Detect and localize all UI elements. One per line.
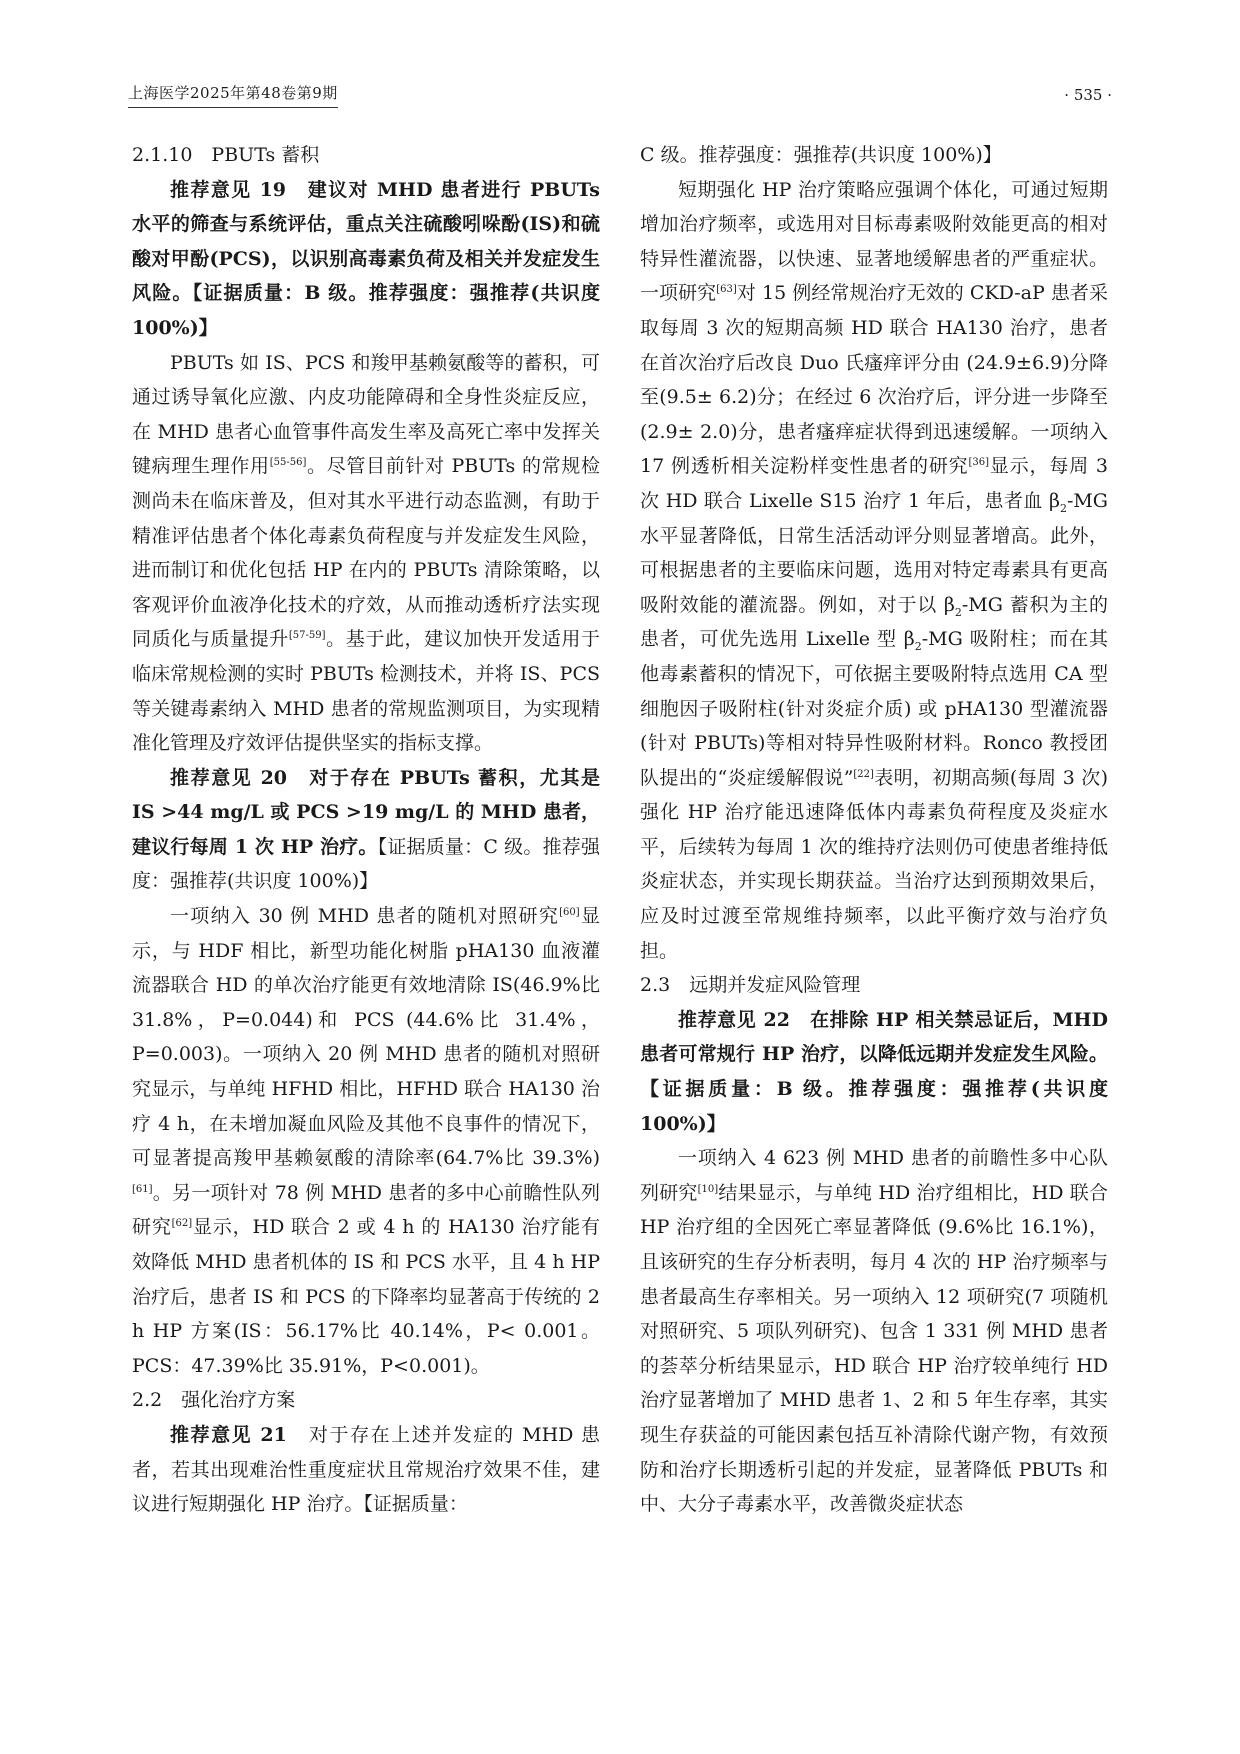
running-header <box>128 82 1112 110</box>
text-run: 显示，与 HDF 相比，新型功能化树脂 pHA130 血液灌流器联合 HD 的单次治疗能更有效地清除 IS(46.9%比 31.8%，P=0.044)和 PCS (44.6%比 31.4%，P=0.003)。一项纳入 20 例 MHD 患者的随机对照研究显示，与单纯 HFHD 相比，HFHD 联合 HA130 治疗 4 h，在未增加凝血风险及其他不良事件的情况下，可显著提高羧甲基赖氨酸的清除率(64.7%比 39.3%) <box>132 905 600 1170</box>
section-heading-2-3: 2.3 远期并发症风险管理 <box>640 974 861 997</box>
section-heading-2-2: 2.2 强化治疗方案 <box>132 1389 296 1412</box>
citation: [60] <box>559 907 580 919</box>
citation: [36] <box>968 457 990 469</box>
journal-title: 上海医学2025年第48卷第9期 <box>128 82 338 108</box>
citation: [63] <box>716 284 737 296</box>
citation: [22] <box>853 768 874 780</box>
recommendation-label: 推荐意见 22 <box>678 1008 790 1031</box>
text-run: 一项纳入 4 623 例 MHD 患者的前瞻性多中心队列研究 <box>640 1147 1108 1204</box>
text-run: 表明，初期高频(每周 3 次)强化 HP 治疗能迅速降低体内毒素负荷程度及炎症水平，后续转为每周 1 次的维持疗法则仍可使患者维持低炎症状态，并实现长期获益。当治疗达到预期效果后，应及时过渡至常规维持频率，以此平衡疗效与治疗负担。 <box>640 766 1108 962</box>
recommendation-text: 建议对 MHD 患者进行 PBUTs 水平的筛查与系统评估，重点关注硫酸吲哚酚(IS)和硫酸对甲酚(PCS)，以识别高毒素负荷及相关并发症发生风险。【证据质量：B 级。推荐强度：强推荐(共识度 100%)】 <box>132 178 601 339</box>
recommendation-19 <box>132 173 600 346</box>
recommendation-label: 推荐意见 19 <box>170 178 287 201</box>
subscript: 2 <box>1059 501 1067 515</box>
recommendation-21-continued: C 级。推荐强度：强推荐(共识度 100%)】 <box>640 144 1002 166</box>
body-paragraph <box>640 173 1108 969</box>
text-run: 。基于此，建议加快开发适用于临床常规检测的实时 PBUTs 检测技术，并将 IS、PCS 等关键毒素纳入 MHD 患者的常规监测项目，为实现精准化管理及疗效评估提供坚实的指标支撑。 <box>132 628 600 755</box>
text-run: -MG 水平显著降低，日常生活活动评分则显著增高。此外，可根据患者的主要临床问题，选用对特定毒素具有更高吸附效能的灌流器。例如，对于以 β <box>640 489 1108 616</box>
recommendation-text: 对于存在上述并发症的 MHD 患者，若其出现难治性重度症状且常规治疗效果不佳，建议进行短期强化 HP 治疗。【证据质量： <box>132 1423 600 1516</box>
body-paragraph <box>640 1141 1108 1522</box>
recommendation-text: 在排除 HP 相关禁忌证后，MHD 患者可常规行 HP 治疗，以降低远期并发症发生风险。【证据质量：B 级。推荐强度：强推荐(共识度 100%)】 <box>640 1008 1108 1135</box>
recommendation-20 <box>132 761 600 899</box>
recommendation-22 <box>640 1003 1108 1141</box>
left-column <box>132 138 600 1522</box>
citation: [10] <box>697 1183 719 1195</box>
recommendation-text: 对于存在 PBUTs 蓄积，尤其是 IS >44 mg/L 或 PCS >19 mg/L 的 MHD 患者，建议行每周 1 次 HP 治疗。 <box>132 766 600 858</box>
text-run: 。另一项针对 78 例 MHD 患者的多中心前瞻性队列研究 <box>132 1181 600 1239</box>
text-run: 一项纳入 30 例 MHD 患者的随机对照研究 <box>170 905 560 928</box>
subscript: 2 <box>954 605 962 619</box>
text-run: 结果显示，与单纯 HD 治疗组相比，HD 联合 HP 治疗组的全因死亡率显著降低 (9.6%比 16.1%)，且该研究的生存分析表明，每月 4 次的 HP 治疗频率与患者最高生存率相关。另一项纳入 12 项研究(7 项随机对照研究、5 项队列研究)、包含 1 331 例 MHD 患者的荟萃分析结果显示，HD 联合 HP 治疗较单纯行 HD 治疗显著增加了 MHD 患者 1、2 和 5 年生存率，其实现生存获益的可能因素包括互补清除代谢产物，有效预防和治疗长期透析引起的并发症，显著降低 PBUTs 和中、大分子毒素水平，改善微炎症状态 <box>640 1181 1108 1516</box>
page-number: · 535 · <box>1064 86 1112 104</box>
recommendation-label: 推荐意见 20 <box>170 766 288 789</box>
citation: [55-56] <box>269 457 307 469</box>
body-paragraph <box>132 899 600 1383</box>
section-heading-2-1-10: 2.1.10 PBUTs 蓄积 <box>132 144 320 166</box>
citation: [57-59] <box>288 630 326 642</box>
text-run: PBUTs 如 IS、PCS 和羧甲基赖氨酸等的蓄积，可通过诱导氧化应激、内皮功能障碍和全身性炎症反应，在 MHD 患者心血管事件高发生率及高死亡率中发挥关键病理生理作用 <box>132 351 600 478</box>
recommendation-label: 推荐意见 21 <box>170 1423 287 1446</box>
text-run: 短期强化 HP 治疗策略应强调个体化，可通过短期增加治疗频率，或选用对目标毒素吸附效能更高的相对特异性灌流器，以快速、显著地缓解患者的严重症状。一项研究 <box>640 178 1108 305</box>
right-column <box>640 138 1108 1522</box>
text-run: -MG 吸附柱；而在其他毒素蓄积的情况下，可依据主要吸附特点选用 CA 型细胞因子吸附柱(针对炎症介质) 或 pHA130 型灌流器(针对 PBUTs)等相对特异性吸附材料。Ronco 教授团队提出的“炎症缓解假说” <box>640 628 1108 789</box>
body-paragraph <box>132 346 600 761</box>
citation: [62] <box>171 1218 193 1230</box>
text-run: -MG 蓄积为主的患者，可优先选用 Lixelle 型 β <box>640 593 1109 651</box>
text-run: 显示，每周 3 次 HD 联合 Lixelle S15 治疗 1 年后，患者血 β <box>640 455 1108 512</box>
text-run: 对 15 例经常规治疗无效的 CKD-aP 患者采取每周 3 次的短期高频 HD 联合 HA130 治疗，患者在首次治疗后改良 Duo 氏瘙痒评分由 (24.9±6.9)分降至(9.5± 6.2)分；在经过 6 次治疗后，评分进一步降至(2.9± 2.0)分，患者瘙痒症状得到迅速缓解。一项纳入 17 例透析相关淀粉样变性患者的研究 <box>640 282 1108 478</box>
text-run: 。尽管目前针对 PBUTs 的常规检测尚未在临床普及，但对其水平进行动态监测，有助于精准评估患者个体化毒素负荷程度与并发症发生风险，进而制订和优化包括 HP 在内的 PBUTs 清除策略，以客观评价血液净化技术的疗效，从而推动透析疗法实现同质化与质量提升 <box>132 455 600 651</box>
evidence-quality: 【证据质量：C 级。推荐强度：强推荐(共识度 100%)】 <box>132 835 601 893</box>
recommendation-21 <box>132 1418 600 1522</box>
subscript: 2 <box>914 640 922 654</box>
text-run: 显示，HD 联合 2 或 4 h 的 HA130 治疗能有效降低 MHD 患者机体的 IS 和 PCS 水平，且 4 h HP治疗后，患者 IS 和 PCS 的下降率均显著高于传统的 2 h HP 方案(IS：56.17%比 40.14%，P< 0.001。PCS：47.39%比 35.91%，P<0.001)。 <box>132 1216 600 1377</box>
citation: [61] <box>132 1183 153 1195</box>
